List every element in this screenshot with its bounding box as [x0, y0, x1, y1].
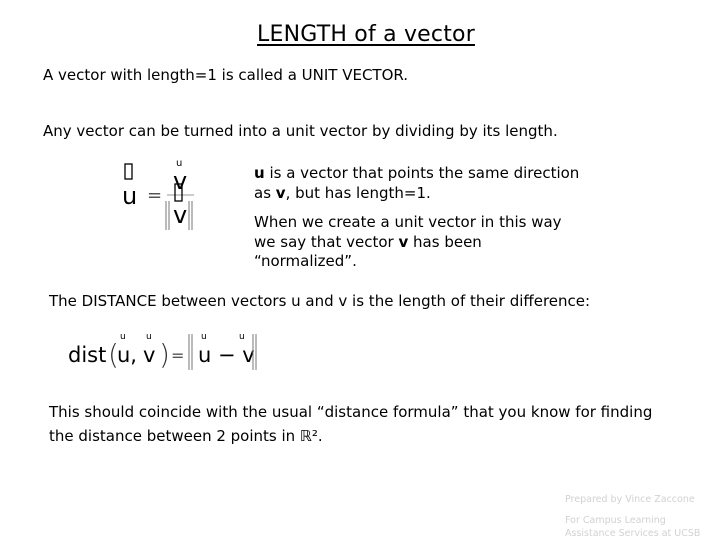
distance-formula-note: This should coincide with the usual “distance formula” that you know for finding the distance between 2 points in ℝ². — [49, 403, 653, 445]
credits — [565, 493, 700, 540]
slide-title-text: LENGTH of a vector — [257, 22, 475, 47]
slide-title — [0, 22, 720, 47]
bold-u: u — [254, 164, 265, 182]
credit-org-line-2: Assistance Services at UCSB — [565, 528, 701, 539]
formula-arg-u: u, — [117, 343, 137, 367]
description-paragraph-1: u is a vector that points the same direction as v, but has length=1. — [254, 164, 580, 202]
vector-arrow-mark-v: u — [146, 332, 152, 342]
formula-difference: u − v — [198, 343, 255, 367]
formula-dist: dist — [68, 343, 107, 367]
formula-arg-v: v — [143, 343, 156, 367]
vector-arrow-mark-u: u — [120, 332, 126, 342]
unit-vector-description — [254, 164, 584, 282]
credit-org-line-1: For Campus Learning — [565, 515, 666, 526]
credit-preparer: Prepared by Vince Zaccone — [565, 494, 695, 505]
formula-numerator-v: v — [173, 167, 188, 195]
vector-arrow-mark-v2: u — [239, 332, 245, 342]
distance-formula — [64, 330, 274, 376]
vector-arrow-mark-num: u — [176, 158, 183, 169]
formula-close-paren: ) — [159, 338, 170, 371]
vector-marker-box-icon — [125, 164, 132, 179]
distance-definition: The DISTANCE between vectors u and v is the length of their difference: — [49, 292, 591, 310]
bold-v: v — [275, 183, 286, 202]
formula-denominator-v: v — [173, 201, 188, 229]
unit-vector-formula — [112, 157, 202, 237]
formula-open-paren: ( — [108, 338, 119, 371]
unit-vector-definition: A vector with length=1 is called a UNIT VECTOR. — [43, 66, 409, 84]
description-paragraph-2: When we create a unit vector in this way we say that vector v has been “normalized”. — [254, 213, 562, 270]
formula-equals-2: = — [171, 346, 185, 365]
formula-lhs-u: u — [122, 182, 138, 210]
formula-equals: = — [147, 185, 163, 206]
normalization-statement: Any vector can be turned into a unit vector by dividing by its length. — [43, 122, 558, 140]
bold-v-2: v — [398, 232, 409, 251]
vector-arrow-mark-u2: u — [201, 332, 207, 342]
